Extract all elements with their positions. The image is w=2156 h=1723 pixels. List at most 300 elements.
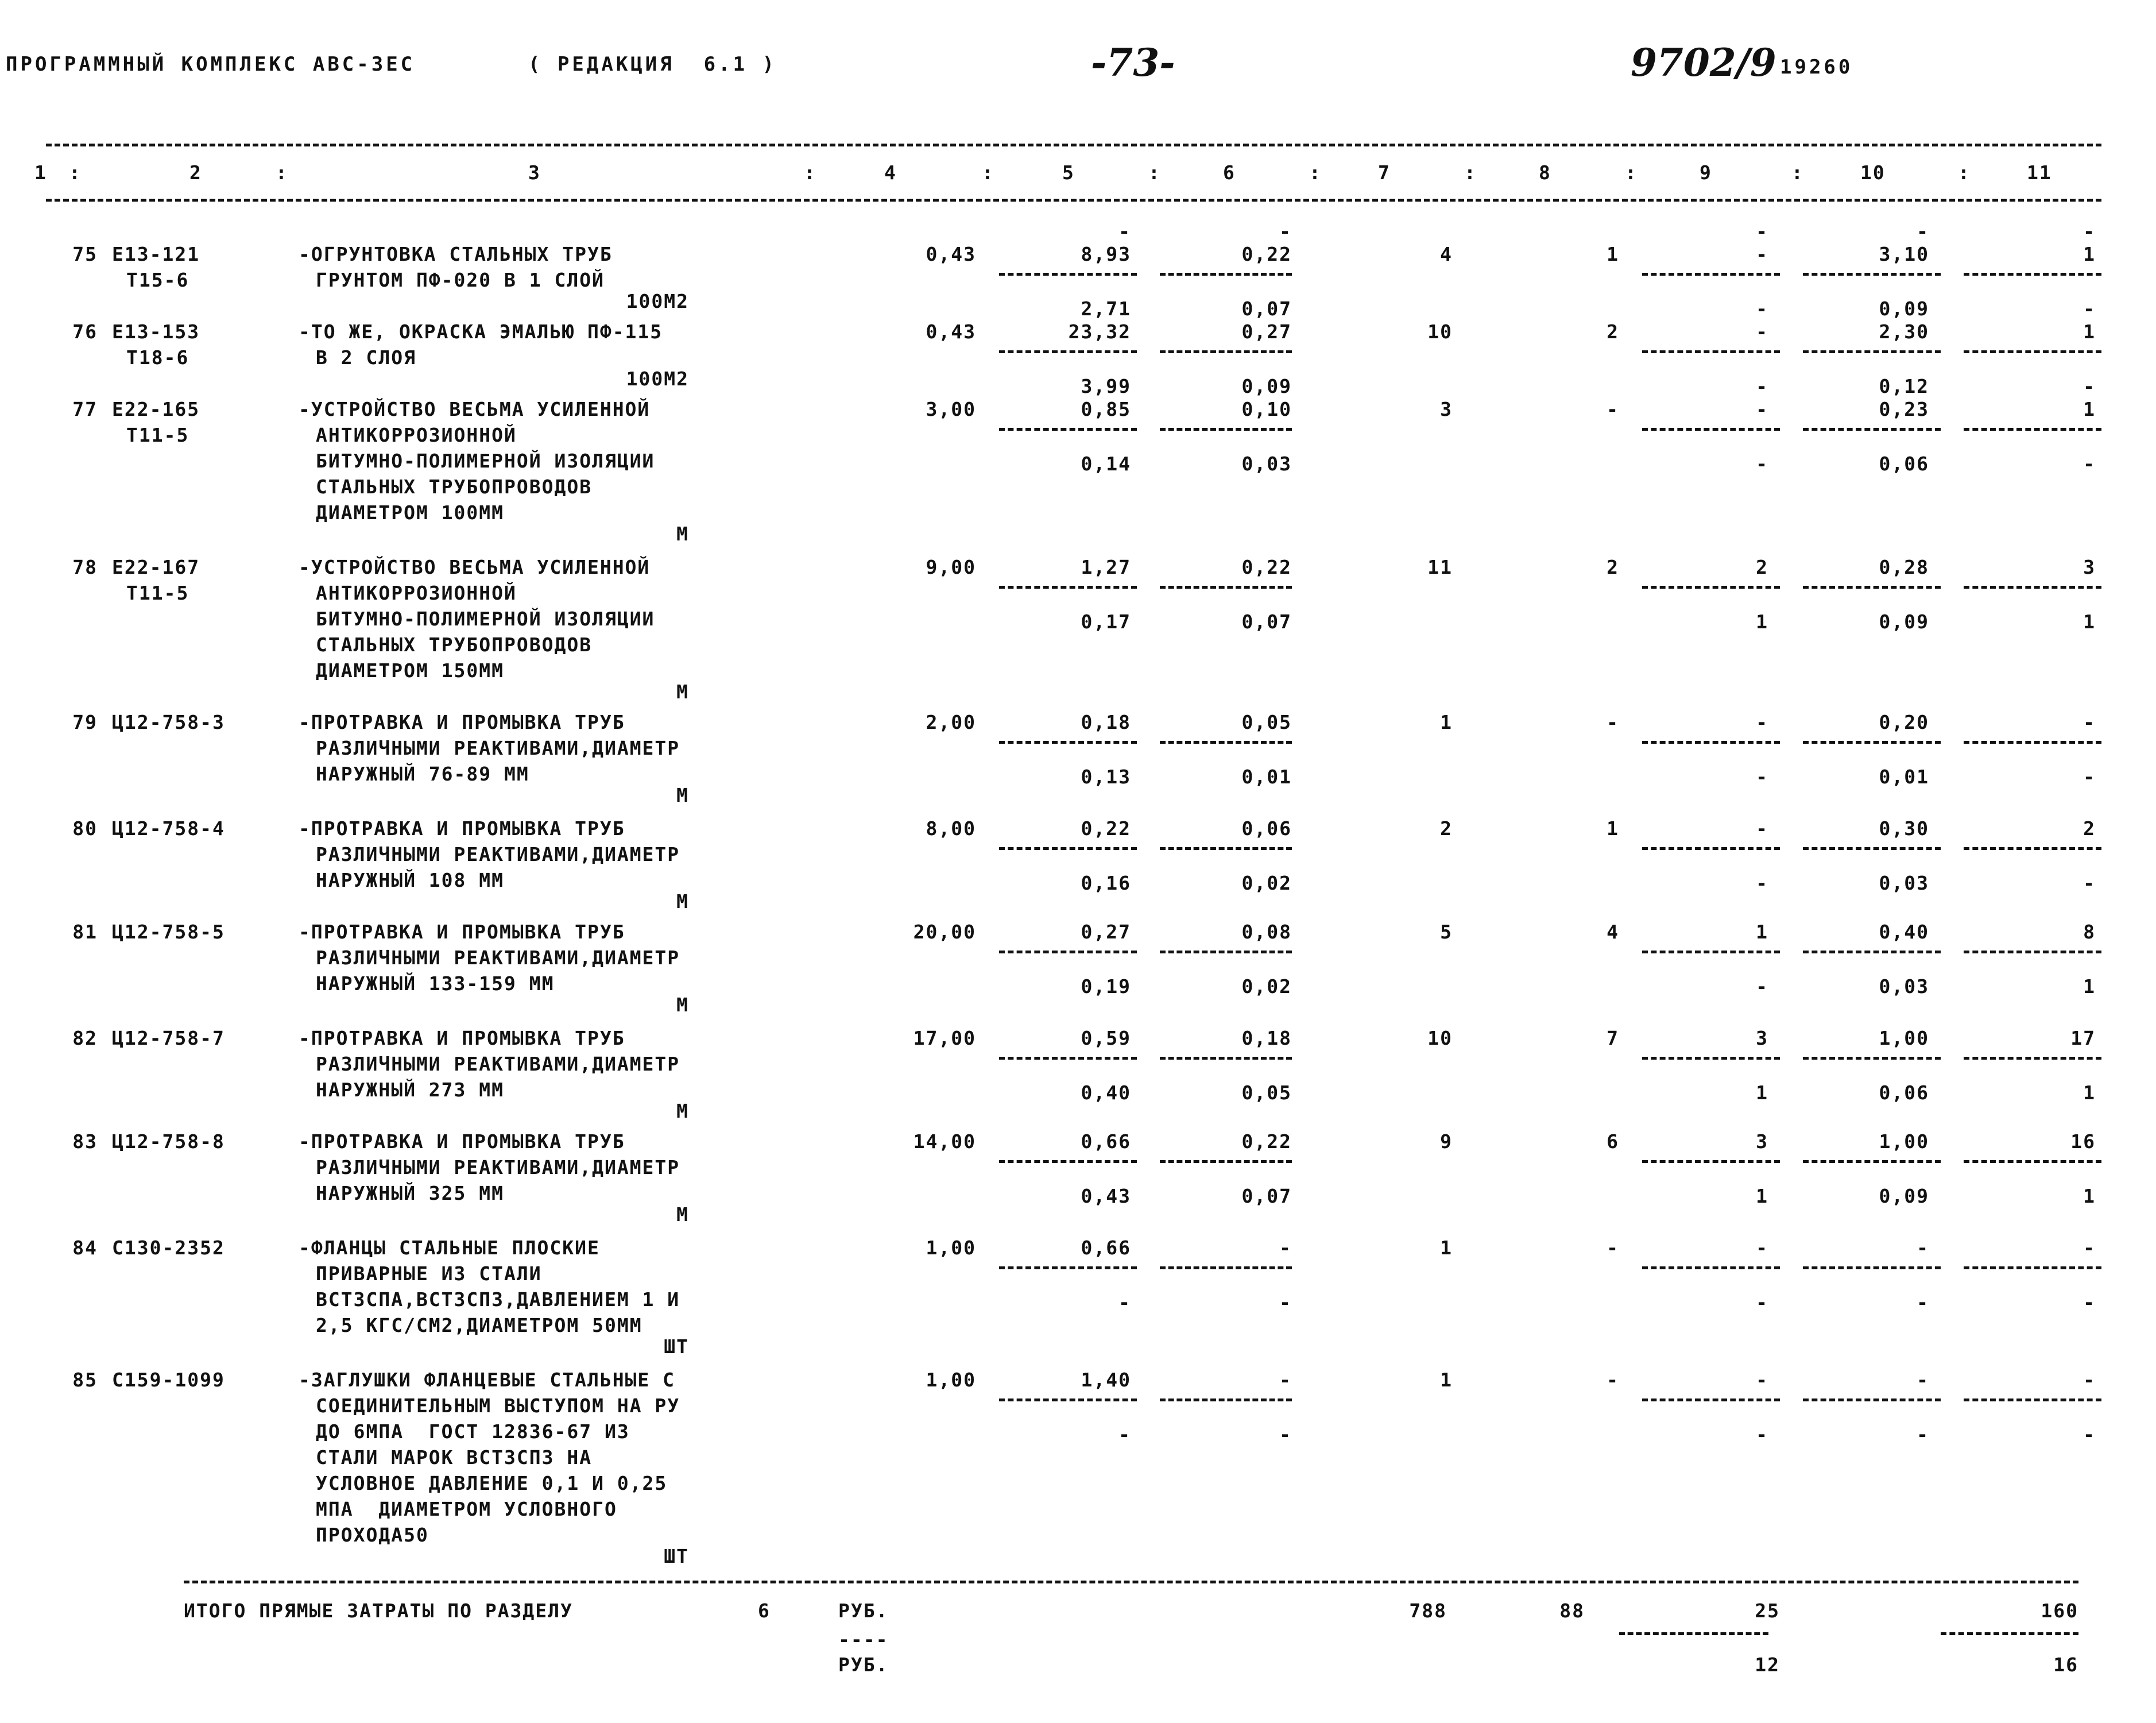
col11-value-b: - <box>2083 766 2096 788</box>
col5-value-b: 3,99 <box>1081 375 1131 397</box>
col10-value-b: 0,01 <box>1879 766 1929 788</box>
col10-separator <box>1803 1057 1941 1060</box>
col5-separator <box>999 951 1137 953</box>
row-number: 76 <box>72 320 98 343</box>
column-header-3: 3 <box>528 161 541 184</box>
col5-value-b: 0,19 <box>1081 975 1131 998</box>
col10-separator <box>1803 951 1941 953</box>
col5-value: 0,18 <box>1081 711 1131 733</box>
col5-value-b: 0,16 <box>1081 872 1131 894</box>
edition-label: ( РЕДАКЦИЯ 6.1 ) <box>528 53 777 76</box>
row-description-line: НАРУЖНЫЙ 273 ММ <box>316 1079 505 1101</box>
row-description-line: МПА ДИАМЕТРОМ УСЛОВНОГО <box>316 1498 617 1520</box>
col9-value-b: - <box>1756 975 1768 998</box>
col9-value: 3 <box>1756 1027 1768 1049</box>
col9-separator <box>1642 847 1780 850</box>
col10-value-b: 0,06 <box>1879 1081 1929 1104</box>
col11-separator <box>1964 1057 2101 1060</box>
col11-value: 1 <box>2083 320 2096 343</box>
col9-separator <box>1642 1266 1780 1269</box>
col6-value-b: 0,09 <box>1241 375 1292 397</box>
row-code: Ц12-758-3 <box>112 711 225 733</box>
col11-value: 16 <box>2070 1130 2096 1153</box>
col11-separator <box>1964 741 2101 744</box>
row-description-line: НАРУЖНЫЙ 325 ММ <box>316 1182 505 1204</box>
col11-value-b: - <box>2083 375 2096 397</box>
row-description-line: -ПРОТРАВКА И ПРОМЫВКА ТРУБ <box>299 817 625 840</box>
col5-value: 0,85 <box>1081 398 1131 420</box>
col11-separator <box>1964 273 2101 276</box>
row-number: 82 <box>72 1027 98 1049</box>
total-currency-sep: ---- <box>838 1628 889 1651</box>
column-header-8: 8 <box>1539 161 1551 184</box>
row-description-line: ГРУНТОМ ПФ-020 В 1 СЛОЙ <box>316 269 605 291</box>
col10-mark: - <box>1917 220 1929 242</box>
col4-quantity: 9,00 <box>926 556 976 578</box>
total-rule <box>184 1581 2078 1583</box>
col11-separator <box>1964 847 2101 850</box>
column-separator: : <box>69 161 82 184</box>
column-separator: : <box>1309 161 1322 184</box>
col11-value-b: - <box>2083 1423 2096 1446</box>
col10-separator <box>1803 350 1941 353</box>
column-separator: : <box>1625 161 1638 184</box>
col6-value: - <box>1279 1237 1292 1259</box>
column-header-10: 10 <box>1860 161 1886 184</box>
total-col11: 160 <box>2041 1600 2078 1622</box>
document-number: 19260 <box>1780 56 1853 79</box>
column-separator: : <box>804 161 816 184</box>
row-unit: ШТ <box>664 1335 689 1358</box>
row-number: 79 <box>72 711 98 733</box>
row-description-line: -ПРОТРАВКА И ПРОМЫВКА ТРУБ <box>299 711 625 733</box>
col10-value: 0,28 <box>1879 556 1929 578</box>
col9-value: - <box>1756 817 1768 840</box>
col11-value: - <box>2083 1369 2096 1391</box>
col9-value-b: - <box>1756 453 1768 475</box>
row-code: С130-2352 <box>112 1237 225 1259</box>
total-col9-sep <box>1619 1632 1768 1635</box>
col6-value: 0,18 <box>1241 1027 1292 1049</box>
col5-value-b: 0,40 <box>1081 1081 1131 1104</box>
row-number: 85 <box>72 1369 98 1391</box>
col7-value: 4 <box>1440 243 1453 265</box>
col10-value-b: 0,03 <box>1879 872 1929 894</box>
col10-value: 0,30 <box>1879 817 1929 840</box>
col10-value: 0,23 <box>1879 398 1929 420</box>
col5-value: 0,22 <box>1081 817 1131 840</box>
col10-separator <box>1803 428 1941 431</box>
col11-value: - <box>2083 1237 2096 1259</box>
column-separator: : <box>276 161 288 184</box>
col7-value: 1 <box>1440 711 1453 733</box>
header-rule-bottom <box>46 199 2101 202</box>
col9-value-b: - <box>1756 1291 1768 1314</box>
page-number: -73- <box>1091 40 1175 85</box>
col9-value-b: 1 <box>1756 1081 1768 1104</box>
col6-separator <box>1160 350 1292 353</box>
col11-value: 1 <box>2083 243 2096 265</box>
col4-quantity: 2,00 <box>926 711 976 733</box>
col11-value-b: 1 <box>2083 611 2096 633</box>
row-number: 83 <box>72 1130 98 1153</box>
col8-value: 2 <box>1607 556 1619 578</box>
col6-separator <box>1160 428 1292 431</box>
row-description-line: ДИАМЕТРОМ 150ММ <box>316 659 505 682</box>
col11-value-b: 1 <box>2083 1185 2096 1207</box>
row-unit: М <box>676 784 689 806</box>
col5-value: 0,27 <box>1081 921 1131 943</box>
col11-value: - <box>2083 711 2096 733</box>
col6-value: 0,10 <box>1241 398 1292 420</box>
col6-separator <box>1160 1266 1292 1269</box>
col5-separator <box>999 586 1137 589</box>
col6-value: 0,08 <box>1241 921 1292 943</box>
column-header-6: 6 <box>1223 161 1236 184</box>
col7-value: 5 <box>1440 921 1453 943</box>
col11-value-b: - <box>2083 298 2096 320</box>
col11-separator <box>1964 1266 2101 1269</box>
column-header-11: 11 <box>2027 161 2052 184</box>
col4-quantity: 3,00 <box>926 398 976 420</box>
col5-value-b: 0,14 <box>1081 453 1131 475</box>
row-code: С159-1099 <box>112 1369 225 1391</box>
col5-value-b: 0,13 <box>1081 766 1131 788</box>
row-unit: М <box>676 523 689 545</box>
col8-value: 4 <box>1607 921 1619 943</box>
col8-value: 6 <box>1607 1130 1619 1153</box>
col9-value: - <box>1756 1369 1768 1391</box>
col6-value-b: 0,02 <box>1241 872 1292 894</box>
col11-value-b: - <box>2083 872 2096 894</box>
total-currency: РУБ. <box>838 1600 889 1622</box>
col5-value: 0,66 <box>1081 1237 1131 1259</box>
total-section: 6 <box>758 1600 771 1622</box>
col5-value: 23,32 <box>1068 320 1131 343</box>
col10-value: 0,20 <box>1879 711 1929 733</box>
col11-value: 2 <box>2083 817 2096 840</box>
col10-separator <box>1803 1399 1941 1401</box>
row-description-line: ПРОХОДА50 <box>316 1524 429 1546</box>
row-number: 81 <box>72 921 98 943</box>
col8-value: - <box>1607 1237 1619 1259</box>
col7-value: 10 <box>1427 1027 1453 1049</box>
row-description-line: 2,5 КГС/СМ2,ДИАМЕТРОМ 50ММ <box>316 1314 642 1336</box>
col9-value: - <box>1756 243 1768 265</box>
col9-value-b: - <box>1756 766 1768 788</box>
total-col8: 88 <box>1559 1600 1585 1622</box>
col10-separator <box>1803 741 1941 744</box>
row-description-line: -УСТРОЙСТВО ВЕСЬМА УСИЛЕННОЙ <box>299 398 651 420</box>
col9-separator <box>1642 741 1780 744</box>
col6-value-b: 0,02 <box>1241 975 1292 998</box>
row-description-line: -УСТРОЙСТВО ВЕСЬМА УСИЛЕННОЙ <box>299 556 651 578</box>
col9-value: 3 <box>1756 1130 1768 1153</box>
row-description-line: РАЗЛИЧНЫМИ РЕАКТИВАМИ,ДИАМЕТР <box>316 843 680 866</box>
col5-value: 1,40 <box>1081 1369 1131 1391</box>
col10-value-b: - <box>1917 1291 1929 1314</box>
col8-value: - <box>1607 398 1619 420</box>
row-description-line: СТАЛЬНЫХ ТРУБОПРОВОДОВ <box>316 633 593 656</box>
row-code: Ц12-758-5 <box>112 921 225 943</box>
col9-value-b: - <box>1756 872 1768 894</box>
col5-value-b: 2,71 <box>1081 298 1131 320</box>
column-separator: : <box>1958 161 1971 184</box>
col10-separator <box>1803 273 1941 276</box>
program-title: ПРОГРАММНЫЙ КОМПЛЕКС АВС-3ЕС <box>6 53 416 76</box>
col10-value-b: 0,09 <box>1879 298 1929 320</box>
col4-quantity: 14,00 <box>913 1130 976 1153</box>
col6-value: - <box>1279 1369 1292 1391</box>
col7-value: 11 <box>1427 556 1453 578</box>
row-description-line: НАРУЖНЫЙ 76-89 ММ <box>316 763 529 785</box>
row-unit: ШТ <box>664 1545 689 1567</box>
row-code-table: Т15-6 <box>126 269 189 291</box>
col6-separator <box>1160 741 1292 744</box>
col6-mark: - <box>1279 220 1292 242</box>
row-description-line: -ПРОТРАВКА И ПРОМЫВКА ТРУБ <box>299 1130 625 1153</box>
col5-value-b: 0,43 <box>1081 1185 1131 1207</box>
col11-value-b: 1 <box>2083 1081 2096 1104</box>
col7-value: 2 <box>1440 817 1453 840</box>
row-number: 80 <box>72 817 98 840</box>
col8-value: 2 <box>1607 320 1619 343</box>
row-description-line: БИТУМНО-ПОЛИМЕРНОЙ ИЗОЛЯЦИИ <box>316 608 655 630</box>
col6-value: 0,06 <box>1241 817 1292 840</box>
col9-separator <box>1642 951 1780 953</box>
col11-separator <box>1964 350 2101 353</box>
col10-value-b: 0,03 <box>1879 975 1929 998</box>
row-code: Е13-121 <box>112 243 200 265</box>
col11-separator <box>1964 951 2101 953</box>
col11-value: 1 <box>2083 398 2096 420</box>
col5-value-b: - <box>1118 1291 1131 1314</box>
col7-value: 1 <box>1440 1237 1453 1259</box>
col6-value: 0,22 <box>1241 556 1292 578</box>
col6-value-b: 0,07 <box>1241 298 1292 320</box>
col6-separator <box>1160 1057 1292 1060</box>
col6-value: 0,22 <box>1241 1130 1292 1153</box>
col9-value: 1 <box>1756 921 1768 943</box>
row-code: Ц12-758-7 <box>112 1027 225 1049</box>
row-description-line: НАРУЖНЫЙ 108 ММ <box>316 869 505 891</box>
col5-separator <box>999 428 1137 431</box>
column-header-5: 5 <box>1062 161 1075 184</box>
col9-value: - <box>1756 711 1768 733</box>
row-description-line: СТАЛЬНЫХ ТРУБОПРОВОДОВ <box>316 476 593 498</box>
col6-value-b: - <box>1279 1291 1292 1314</box>
col10-value-b: 0,06 <box>1879 453 1929 475</box>
col11-value-b: 1 <box>2083 975 2096 998</box>
row-description-line: РАЗЛИЧНЫМИ РЕАКТИВАМИ,ДИАМЕТР <box>316 1053 680 1075</box>
col11-mark: - <box>2083 220 2096 242</box>
row-code-table: Т18-6 <box>126 346 189 369</box>
col8-value: 1 <box>1607 243 1619 265</box>
col10-value: 1,00 <box>1879 1130 1929 1153</box>
col5-separator <box>999 1057 1137 1060</box>
col6-value-b: 0,01 <box>1241 766 1292 788</box>
col6-separator <box>1160 1160 1292 1163</box>
col9-value-b: 1 <box>1756 1185 1768 1207</box>
col6-value-b: 0,05 <box>1241 1081 1292 1104</box>
col9-separator <box>1642 1399 1780 1401</box>
col5-separator <box>999 1266 1137 1269</box>
col10-value: 0,40 <box>1879 921 1929 943</box>
col5-mark: - <box>1118 220 1131 242</box>
column-separator: : <box>1464 161 1477 184</box>
row-number: 84 <box>72 1237 98 1259</box>
row-unit: 100М2 <box>626 290 689 312</box>
col11-separator <box>1964 1160 2101 1163</box>
row-description-line: -ПРОТРАВКА И ПРОМЫВКА ТРУБ <box>299 1027 625 1049</box>
col6-separator <box>1160 951 1292 953</box>
col5-value: 8,93 <box>1081 243 1131 265</box>
col7-value: 1 <box>1440 1369 1453 1391</box>
col9-value-b: - <box>1756 375 1768 397</box>
col11-value: 8 <box>2083 921 2096 943</box>
col9-value: - <box>1756 1237 1768 1259</box>
row-description-line: НАРУЖНЫЙ 133-159 ММ <box>316 972 555 995</box>
row-description-line: -ПРОТРАВКА И ПРОМЫВКА ТРУБ <box>299 921 625 943</box>
col5-value: 0,59 <box>1081 1027 1131 1049</box>
column-separator: : <box>982 161 994 184</box>
row-description-line: ДО 6МПА ГОСТ 12836-67 ИЗ <box>316 1420 630 1443</box>
column-header-4: 4 <box>884 161 897 184</box>
col6-value: 0,05 <box>1241 711 1292 733</box>
col6-value-b: 0,07 <box>1241 611 1292 633</box>
col4-quantity: 8,00 <box>926 817 976 840</box>
row-description-line: СОЕДИНИТЕЛЬНЫМ ВЫСТУПОМ НА РУ <box>316 1394 680 1417</box>
total-col9b: 12 <box>1755 1654 1780 1676</box>
col7-value: 10 <box>1427 320 1453 343</box>
row-description-line: ДИАМЕТРОМ 100ММ <box>316 501 505 524</box>
col9-value-b: - <box>1756 1423 1768 1446</box>
total-col11-sep <box>1941 1632 2078 1635</box>
row-description-line: ВСТ3СПА,ВСТ3СП3,ДАВЛЕНИЕМ 1 И <box>316 1288 680 1311</box>
row-description-line: РАЗЛИЧНЫМИ РЕАКТИВАМИ,ДИАМЕТР <box>316 1156 680 1179</box>
total-label: ИТОГО ПРЯМЫЕ ЗАТРАТЫ ПО РАЗДЕЛУ <box>184 1600 573 1622</box>
col10-separator <box>1803 847 1941 850</box>
row-number: 77 <box>72 398 98 420</box>
column-header-9: 9 <box>1700 161 1712 184</box>
col6-value: 0,22 <box>1241 243 1292 265</box>
row-description-line: РАЗЛИЧНЫМИ РЕАКТИВАМИ,ДИАМЕТР <box>316 947 680 969</box>
col10-value-b: 0,09 <box>1879 1185 1929 1207</box>
col8-value: - <box>1607 711 1619 733</box>
row-unit: М <box>676 1203 689 1226</box>
col6-separator <box>1160 586 1292 589</box>
row-description-line: РАЗЛИЧНЫМИ РЕАКТИВАМИ,ДИАМЕТР <box>316 737 680 759</box>
row-unit: 100М2 <box>626 368 689 390</box>
col4-quantity: 0,43 <box>926 243 976 265</box>
col9-value-b: 1 <box>1756 611 1768 633</box>
row-number: 78 <box>72 556 98 578</box>
col10-value: 2,30 <box>1879 320 1929 343</box>
col4-quantity: 1,00 <box>926 1237 976 1259</box>
col8-value: 1 <box>1607 817 1619 840</box>
row-description-line: В 2 СЛОЯ <box>316 346 416 369</box>
col5-separator <box>999 350 1137 353</box>
row-unit: М <box>676 890 689 913</box>
col6-value-b: 0,03 <box>1241 453 1292 475</box>
row-description-line: БИТУМНО-ПОЛИМЕРНОЙ ИЗОЛЯЦИИ <box>316 450 655 472</box>
col4-quantity: 20,00 <box>913 921 976 943</box>
row-description-line: -ТО ЖЕ, ОКРАСКА ЭМАЛЬЮ ПФ-115 <box>299 320 663 343</box>
col5-separator <box>999 1399 1137 1401</box>
col9-separator <box>1642 1160 1780 1163</box>
col9-mark: - <box>1756 220 1768 242</box>
row-description-line: -ФЛАНЦЫ СТАЛЬНЫЕ ПЛОСКИЕ <box>299 1237 600 1259</box>
col9-separator <box>1642 273 1780 276</box>
col10-separator <box>1803 1160 1941 1163</box>
col5-separator <box>999 273 1137 276</box>
col6-value: 0,27 <box>1241 320 1292 343</box>
col5-value: 0,66 <box>1081 1130 1131 1153</box>
col10-value-b: - <box>1917 1423 1929 1446</box>
col7-value: 9 <box>1440 1130 1453 1153</box>
row-description-line: СТАЛИ МАРОК ВСТ3СП3 НА <box>316 1446 593 1469</box>
header-rule-top <box>46 144 2101 146</box>
col10-separator <box>1803 1266 1941 1269</box>
row-description-line: -ОГРУНТОВКА СТАЛЬНЫХ ТРУБ <box>299 243 613 265</box>
col9-separator <box>1642 1057 1780 1060</box>
col9-value-b: - <box>1756 298 1768 320</box>
col11-value: 17 <box>2070 1027 2096 1049</box>
row-description-line: -ЗАГЛУШКИ ФЛАНЦЕВЫЕ СТАЛЬНЫЕ С <box>299 1369 676 1391</box>
col10-separator <box>1803 586 1941 589</box>
col6-value-b: 0,07 <box>1241 1185 1292 1207</box>
total-col7: 788 <box>1409 1600 1447 1622</box>
row-code: Ц12-758-4 <box>112 817 225 840</box>
col8-value: - <box>1607 1369 1619 1391</box>
row-unit: М <box>676 1100 689 1122</box>
row-code-table: Т11-5 <box>126 582 189 604</box>
document-code: 9702/9 <box>1631 40 1776 85</box>
col6-separator <box>1160 1399 1292 1401</box>
col6-separator <box>1160 273 1292 276</box>
col9-value: 2 <box>1756 556 1768 578</box>
col7-value: 3 <box>1440 398 1453 420</box>
col11-separator <box>1964 1399 2101 1401</box>
total-col11b: 16 <box>2053 1654 2078 1676</box>
col4-quantity: 17,00 <box>913 1027 976 1049</box>
col11-separator <box>1964 428 2101 431</box>
col9-separator <box>1642 428 1780 431</box>
col5-value-b: - <box>1118 1423 1131 1446</box>
row-description-line: ПРИВАРНЫЕ ИЗ СТАЛИ <box>316 1262 542 1285</box>
column-separator: : <box>1148 161 1161 184</box>
row-description-line: АНТИКОРРОЗИОННОЙ <box>316 582 517 604</box>
column-separator: : <box>1791 161 1804 184</box>
col10-value: 1,00 <box>1879 1027 1929 1049</box>
col4-quantity: 0,43 <box>926 320 976 343</box>
col10-value-b: 0,09 <box>1879 611 1929 633</box>
row-code: Ц12-758-8 <box>112 1130 225 1153</box>
col5-separator <box>999 847 1137 850</box>
col8-value: 7 <box>1607 1027 1619 1049</box>
col9-separator <box>1642 586 1780 589</box>
col5-separator <box>999 1160 1137 1163</box>
col9-value: - <box>1756 320 1768 343</box>
col10-value-b: 0,12 <box>1879 375 1929 397</box>
col11-value-b: - <box>2083 1291 2096 1314</box>
col9-value: - <box>1756 398 1768 420</box>
col5-value: 1,27 <box>1081 556 1131 578</box>
col10-value: 3,10 <box>1879 243 1929 265</box>
column-header-1: 1 <box>34 161 47 184</box>
col6-separator <box>1160 847 1292 850</box>
total-col9: 25 <box>1755 1600 1780 1622</box>
